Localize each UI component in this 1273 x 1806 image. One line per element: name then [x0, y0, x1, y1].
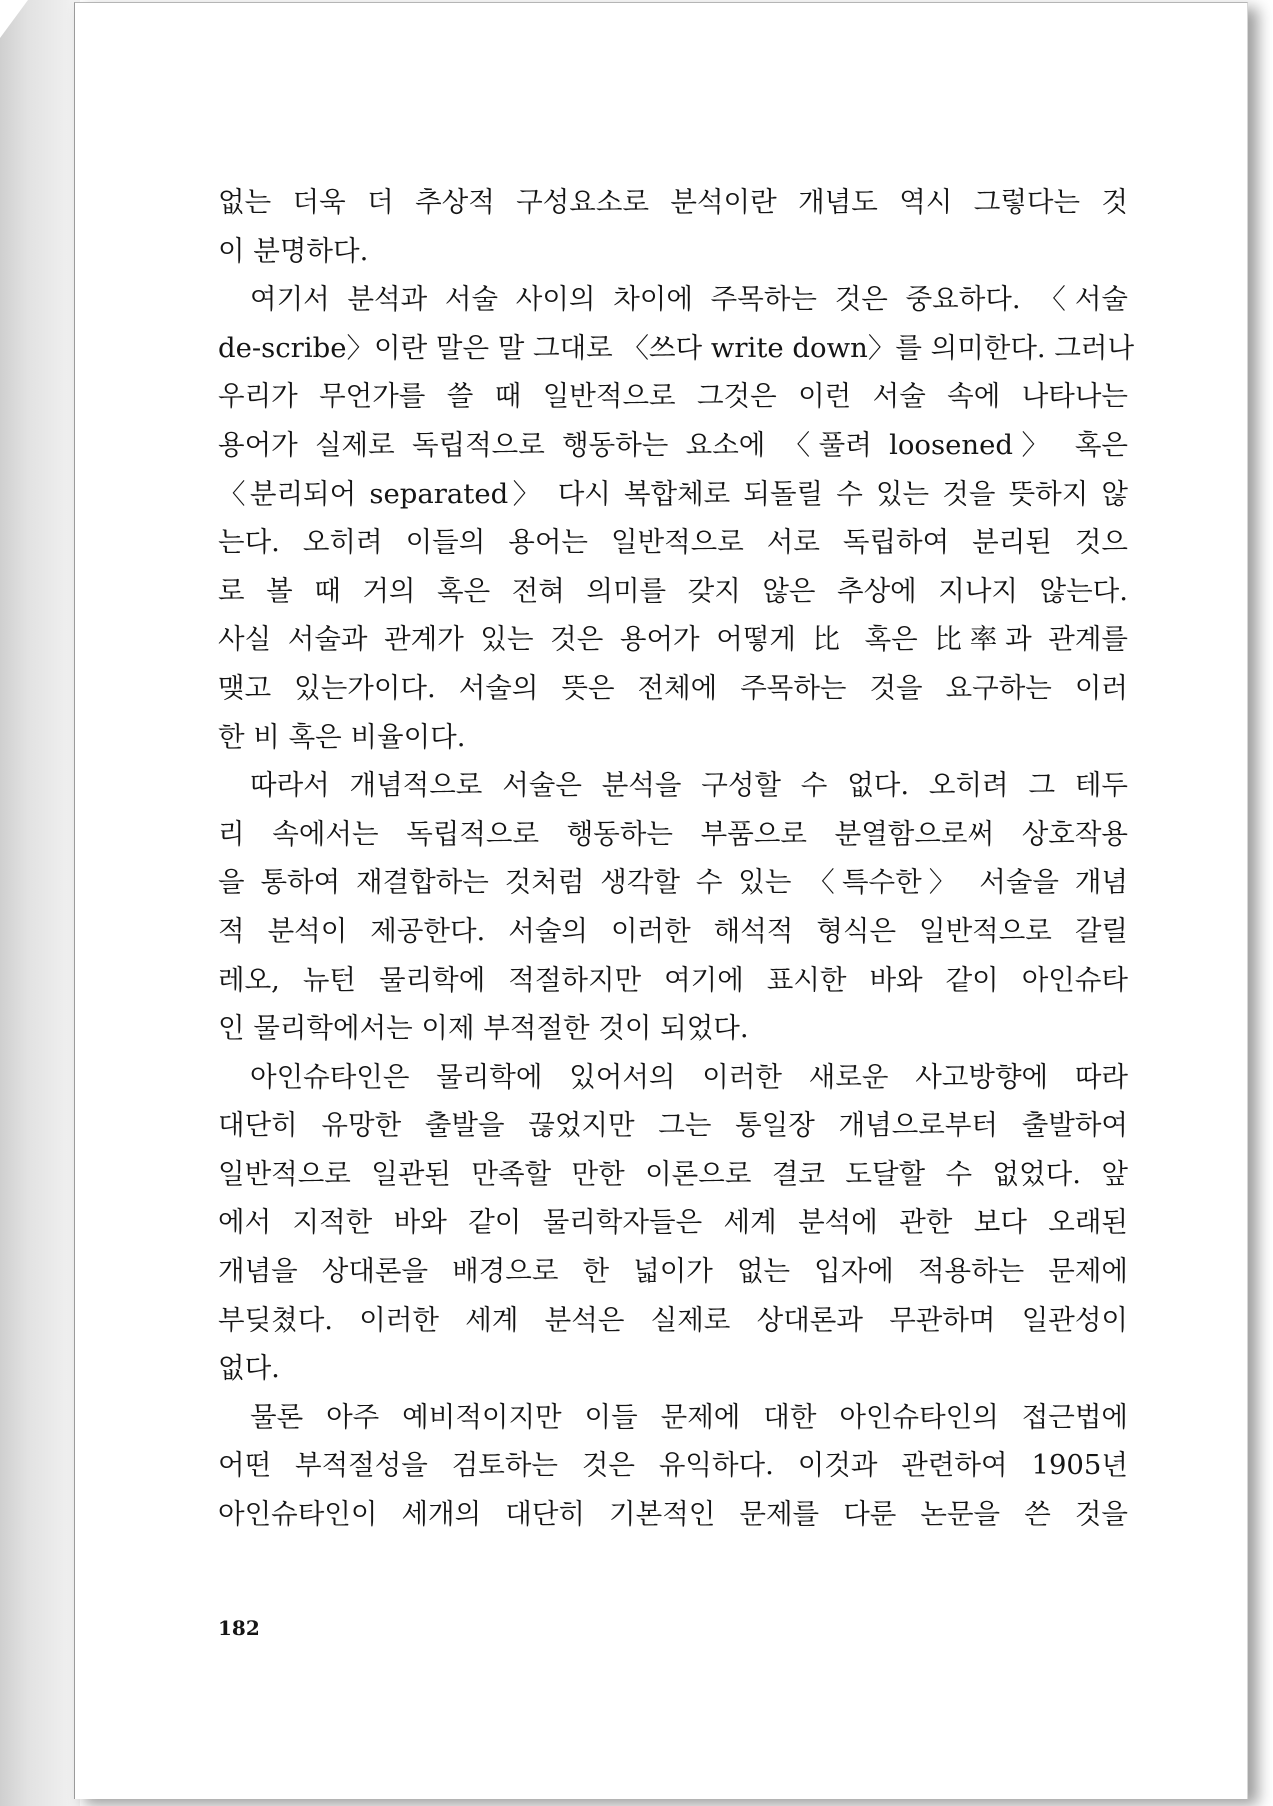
text-line: 한 비 혹은 비율이다.: [218, 720, 466, 753]
text-line: 〈분리되어 separated〉 다시 복합체로 되돌릴 수 있는 것을 뜻하지 않: [218, 477, 1128, 510]
text-line: 어떤 부적절성을 검토하는 것은 유익하다. 이것과 관련하여 1905년: [218, 1449, 1128, 1482]
text-line: 우리가 무언가를 쓸 때 일반적으로 그것은 이런 서술 속에 나타나는: [218, 380, 1128, 413]
text-line: 는다. 오히려 이들의 용어는 일반적으로 서로 독립하여 분리된 것으: [218, 526, 1128, 559]
text-line: 아인슈타인은 물리학에 있어서의 이러한 새로운 사고방향에 따라: [250, 1060, 1128, 1093]
text-line: 없다.: [218, 1352, 280, 1385]
text-line: 부딪쳤다. 이러한 세계 분석은 실제로 상대론과 무관하며 일관성이: [218, 1303, 1128, 1336]
text-line: 용어가 실제로 독립적으로 행동하는 요소에 〈풀려 loosened〉 혹은: [218, 428, 1128, 461]
text-line: 대단히 유망한 출발을 끊었지만 그는 통일장 개념으로부터 출발하여: [218, 1109, 1128, 1142]
text-line: 일반적으로 일관된 만족할 만한 이론으로 결코 도달할 수 없었다. 앞: [218, 1157, 1128, 1190]
text-line: 인 물리학에서는 이제 부적절한 것이 되었다.: [218, 1012, 749, 1045]
text-line: 레오, 뉴턴 물리학에 적절하지만 여기에 표시한 바와 같이 아인슈타: [218, 963, 1128, 996]
text-line: 사실 서술과 관계가 있는 것은 용어가 어떻게 比 혹은 比率과 관계를: [218, 623, 1128, 656]
text-line: 여기서 분석과 서술 사이의 차이에 주목하는 것은 중요하다. 〈서술: [250, 283, 1128, 316]
text-line: 따라서 개념적으로 서술은 분석을 구성할 수 없다. 오히려 그 테두: [250, 769, 1128, 802]
text-line: 이 분명하다.: [218, 234, 369, 267]
text-line: 없는 더욱 더 추상적 구성요소로 분석이란 개념도 역시 그렇다는 것: [218, 186, 1128, 218]
text-line: 맺고 있는가이다. 서술의 뜻은 전체에 주목하는 것을 요구하는 이러: [218, 671, 1128, 704]
text-line: 적 분석이 제공한다. 서술의 이러한 해석적 형식은 일반적으로 갈릴: [218, 914, 1128, 947]
text-line: 을 통하여 재결합하는 것처럼 생각할 수 있는 〈특수한〉 서술을 개념: [218, 866, 1128, 899]
text-line: de-scribe〉이란 말은 말 그대로 〈쓰다 write down〉를 의미한다. 그러나: [218, 331, 1135, 364]
page-number: 182: [218, 1616, 260, 1640]
text-line: 물론 아주 예비적이지만 이들 문제에 대한 아인슈타인의 접근법에: [250, 1400, 1128, 1433]
text-line: 개념을 상대론을 배경으로 한 넓이가 없는 입자에 적용하는 문제에: [218, 1255, 1128, 1288]
body-text: [218, 178, 1135, 1539]
text-line: 에서 지적한 바와 같이 물리학자들은 세계 분석에 관한 보다 오래된: [218, 1206, 1128, 1239]
text-line: 아인슈타인이 세개의 대단히 기본적인 문제를 다룬 논문을 쓴 것을: [218, 1498, 1128, 1531]
text-line: 리 속에서는 독립적으로 행동하는 부품으로 분열함으로써 상호작용: [218, 817, 1128, 850]
book-spine-edge: [0, 0, 80, 1806]
text-line: 로 볼 때 거의 혹은 전혀 의미를 갖지 않은 추상에 지나지 않는다.: [218, 574, 1128, 607]
